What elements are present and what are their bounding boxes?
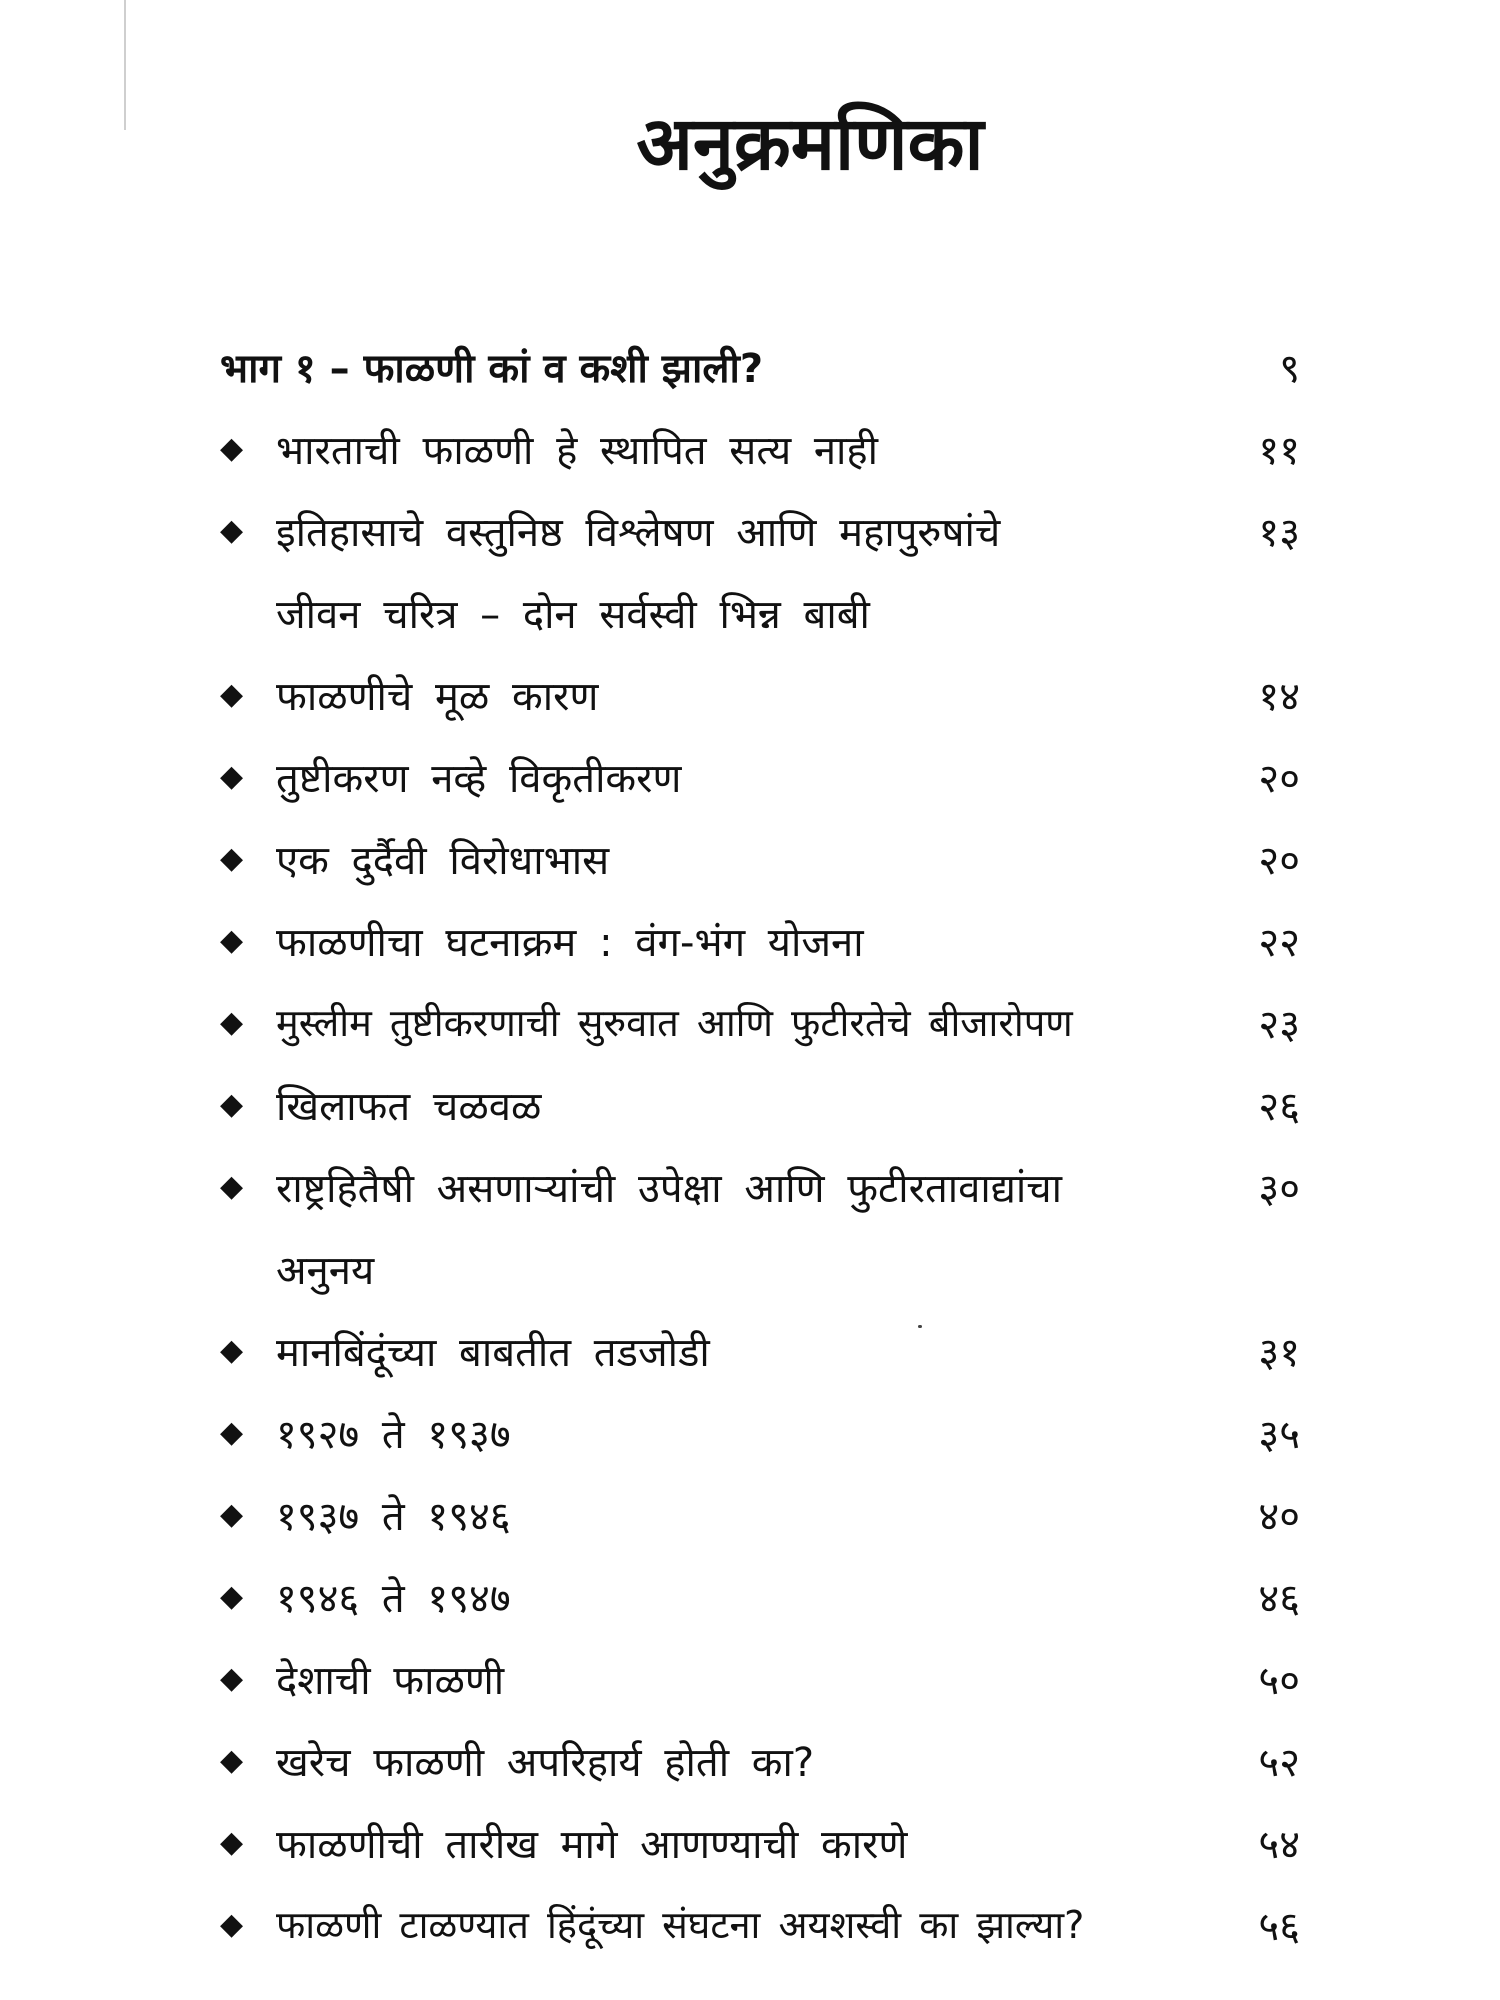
toc-entry-page: ३० (1258, 1165, 1300, 1212)
diamond-bullet-icon: ◆ (220, 922, 244, 958)
toc-entry-page: २२ (1258, 919, 1300, 966)
diamond-bullet-icon: ◆ (220, 1496, 244, 1532)
toc-entry-page: ३५ (1258, 1411, 1300, 1458)
toc-entry-page: १४ (1258, 673, 1300, 720)
toc-entry-page: २० (1258, 837, 1300, 884)
diamond-bullet-icon: ◆ (220, 1578, 244, 1614)
toc-entry-title: भारताची फाळणी हे स्थापित सत्य नाही (276, 427, 879, 474)
diamond-bullet-icon: ◆ (220, 1414, 244, 1450)
diamond-bullet-icon: ◆ (220, 430, 244, 466)
part-page-number: ९ (1279, 345, 1300, 392)
page-title: अनुक्रमणिका (636, 101, 984, 187)
toc-entry-page: ५६ (1258, 1903, 1300, 1950)
diamond-bullet-icon: ◆ (220, 676, 244, 712)
toc-entry[interactable] (220, 1063, 1300, 1145)
toc-entry[interactable] (220, 1801, 1300, 1883)
toc-entry[interactable] (220, 1309, 1300, 1391)
toc-entry-title-continued: जीवन चरित्र – दोन सर्वस्वी भिन्न बाबी (276, 591, 870, 638)
toc-entry[interactable] (220, 1555, 1300, 1637)
toc-entry-page: ११ (1258, 427, 1300, 474)
toc-part-heading[interactable] (220, 325, 1300, 407)
toc-entry-title: एक दुर्दैवी विरोधाभास (276, 837, 610, 884)
toc-entry-title: १९४६ ते १९४७ (276, 1575, 511, 1622)
toc-entry[interactable] (220, 1391, 1300, 1473)
toc-entry[interactable] (220, 735, 1300, 817)
toc-entry-page: ४० (1258, 1493, 1300, 1540)
toc-entry-title: फाळणीचे मूळ कारण (276, 673, 599, 720)
toc-entry-title: इतिहासाचे वस्तुनिष्ठ विश्लेषण आणि महापुरुषांचे (276, 509, 1001, 556)
toc-entry-page: २६ (1258, 1083, 1300, 1130)
toc-entry[interactable] (220, 489, 1300, 571)
diamond-bullet-icon: ◆ (220, 758, 244, 794)
diamond-bullet-icon: ◆ (220, 1824, 244, 1860)
toc-entry[interactable] (220, 407, 1300, 489)
toc-entry[interactable] (220, 1473, 1300, 1555)
toc-entry-title: तुष्टीकरण नव्हे विकृतीकरण (276, 755, 682, 802)
toc-entry[interactable] (220, 1719, 1300, 1801)
toc-entry-page: ३१ (1258, 1329, 1300, 1376)
toc-entry-title: १९३७ ते १९४६ (276, 1493, 511, 1540)
toc-entry-continuation (220, 1227, 1300, 1309)
diamond-bullet-icon: ◆ (220, 512, 244, 548)
print-speck (918, 1325, 922, 1328)
toc-entry[interactable] (220, 981, 1300, 1063)
diamond-bullet-icon: ◆ (220, 840, 244, 876)
toc-entry-page: ५० (1258, 1657, 1300, 1704)
toc-entry-title: देशाची फाळणी (276, 1657, 505, 1704)
toc-entry-page: ५२ (1258, 1739, 1300, 1786)
toc-entry-page: ५४ (1258, 1821, 1300, 1868)
part-label: भाग १ – फाळणी कां व कशी झाली? (220, 345, 764, 392)
toc-entry-title: मुस्लीम तुष्टीकरणाची सुरुवात आणि फुटीरतेचे बीजारोपण (276, 1001, 1073, 1045)
diamond-bullet-icon: ◆ (220, 1086, 244, 1122)
toc-entry[interactable] (220, 1637, 1300, 1719)
toc-entry[interactable] (220, 653, 1300, 735)
diamond-bullet-icon: ◆ (220, 1742, 244, 1778)
diamond-bullet-icon: ◆ (220, 1332, 244, 1368)
toc-entry-title: फाळणीची तारीख मागे आणण्याची कारणे (276, 1821, 908, 1868)
toc-entry-continuation (220, 571, 1300, 653)
toc-entry-title: १९२७ ते १९३७ (276, 1411, 511, 1458)
toc-entry-title: खरेच फाळणी अपरिहार्य होती का? (276, 1739, 815, 1786)
toc-entry-title: मानबिंदूंच्या बाबतीत तडजोडी (276, 1329, 710, 1376)
toc-entry-title: राष्ट्रहितैषी असणाऱ्यांची उपेक्षा आणि फुटीरतावाद्यांचा (276, 1165, 1063, 1212)
diamond-bullet-icon: ◆ (220, 1660, 244, 1696)
diamond-bullet-icon: ◆ (220, 1004, 244, 1040)
toc-entry-page: २० (1258, 755, 1300, 802)
toc-entry-page: ४६ (1258, 1575, 1300, 1622)
toc-entry[interactable] (220, 1145, 1300, 1227)
diamond-bullet-icon: ◆ (220, 1906, 244, 1942)
toc-entry-page: १३ (1258, 509, 1300, 556)
table-of-contents (220, 325, 1300, 1965)
toc-entry[interactable] (220, 899, 1300, 981)
toc-entry-page: २३ (1258, 1001, 1300, 1048)
diamond-bullet-icon: ◆ (220, 1168, 244, 1204)
toc-entry[interactable] (220, 817, 1300, 899)
toc-entry-title: फाळणी टाळण्यात हिंदूंच्या संघटना अयशस्वी का झाल्या? (276, 1903, 1085, 1947)
toc-entry[interactable] (220, 1883, 1300, 1965)
toc-entry-title: फाळणीचा घटनाक्रम : वंग-भंग योजना (276, 919, 864, 966)
toc-entry-title-continued: अनुनय (276, 1247, 375, 1294)
toc-entry-title: खिलाफत चळवळ (276, 1083, 542, 1130)
